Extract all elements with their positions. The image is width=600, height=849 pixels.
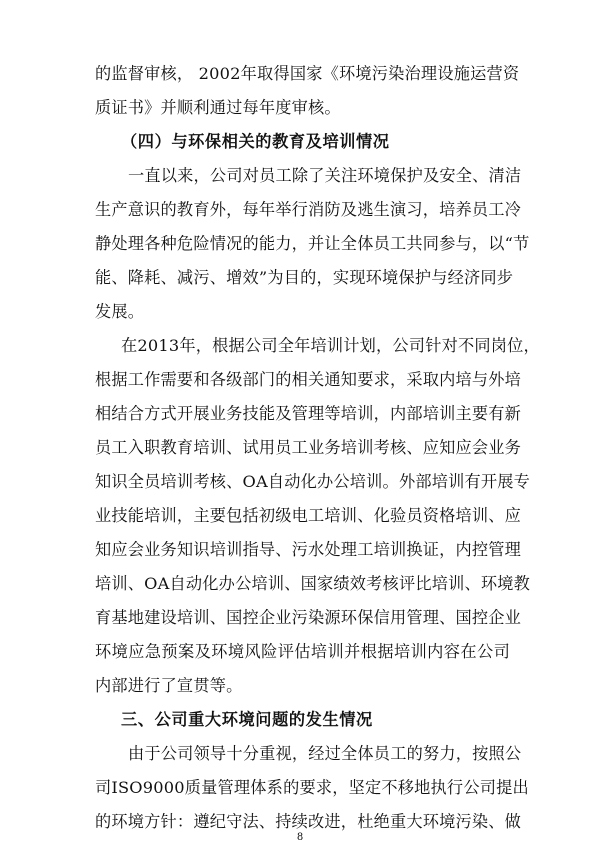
- text-line: 的监督审核， 2002年取得国家《环境污染治理设施运营资: [95, 64, 520, 83]
- text-line: 环境应急预案及环境风险评估培训并根据培训内容在公司: [95, 642, 510, 661]
- section-heading: （四）与环保相关的教育及培训情况: [121, 132, 390, 151]
- section-heading: 三、公司重大环境问题的发生情况: [121, 710, 373, 729]
- page-number: 8: [296, 832, 304, 843]
- text-line: 根据工作需要和各级部门的相关通知要求，采取内培与外培: [95, 370, 522, 389]
- text-line: 育基地建设培训、国控企业污染源环保信用管理、国控企业: [95, 608, 522, 627]
- text-line: 知识全员培训考核、OA自动化办公培训。外部培训有开展专: [95, 472, 531, 491]
- text-line: 知应会业务知识培训指导、污水处理工培训换证，内控管理: [95, 540, 522, 559]
- text-line: 生产意识的教育外，每年举行消防及逃生演习，培养员工冷: [95, 200, 522, 219]
- text-line: 能、降耗、减污、增效”为目的，实现环境保护与经济同步: [95, 268, 514, 287]
- text-line: 静处理各种危险情况的能力，并让全体员工共同参与，以“节: [95, 234, 530, 253]
- text-line: 相结合方式开展业务技能及管理等培训，内部培训主要有新: [95, 404, 522, 423]
- text-line: 员工入职教育培训、试用员工业务培训考核、应知应会业务: [95, 438, 522, 457]
- text-line: 发展。: [95, 302, 145, 321]
- text-line: 司ISO9000质量管理体系的要求，坚定不移地执行公司提出: [95, 778, 529, 797]
- text-line: 在2013年，根据公司全年培训计划，公司针对不同岗位，: [121, 336, 540, 355]
- text-line: 的环境方针：遵纪守法、持续改进，杜绝重大环境污染、做: [95, 812, 522, 831]
- text-line: 一直以来，公司对员工除了关注环境保护及安全、清洁: [128, 166, 522, 185]
- text-line: 由于公司领导十分重视，经过全体员工的努力，按照公: [128, 744, 522, 763]
- text-line: 质证书》并顺利通过每年度审核。: [95, 98, 341, 117]
- text-line: 内部进行了宣贯等。: [95, 676, 243, 695]
- text-line: 业技能培训，主要包括初级电工培训、化验员资格培训、应: [95, 506, 522, 525]
- text-line: 培训、OA自动化办公培训、国家绩效考核评比培训、环境教: [95, 574, 531, 593]
